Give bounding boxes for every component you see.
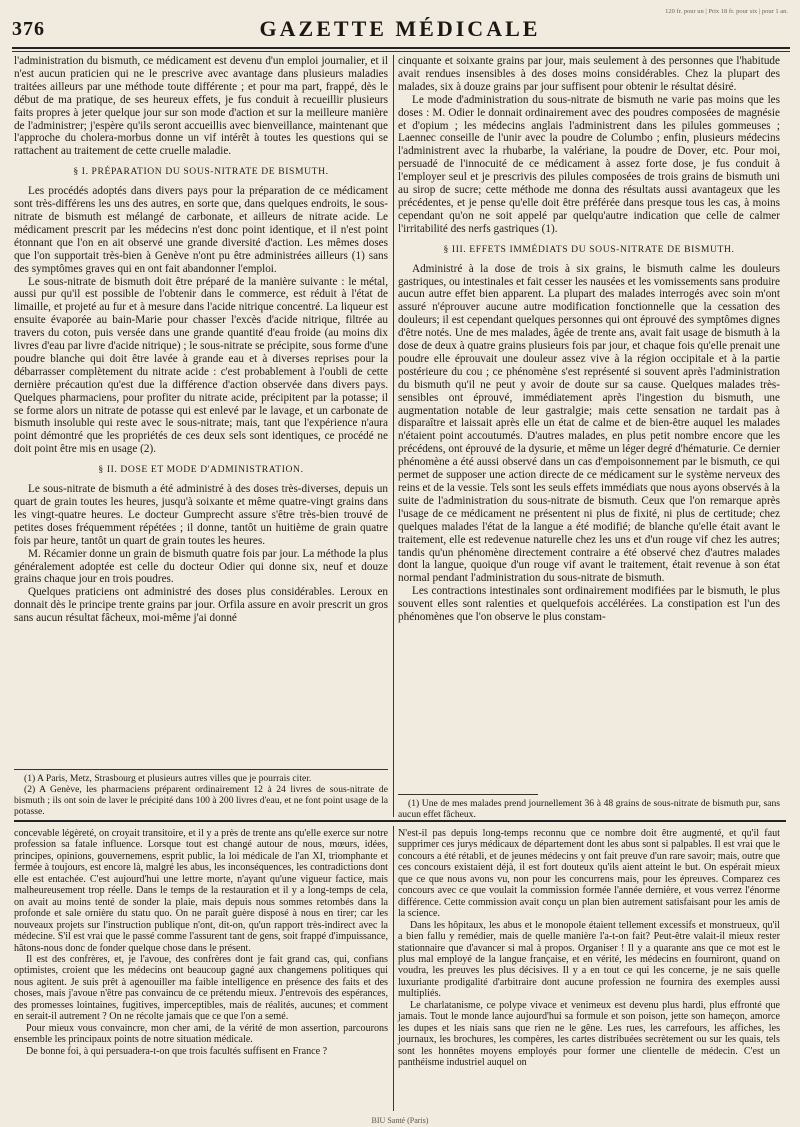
right-paragraph-1: cinquante et soixante grains par jour, mais seulement à des personnes que l'habitude avait rendues insensibles à des doses moins considérables. Chez la plupart des malades, six à douze grains par jour suffisent pour obtenir le résultat désiré. [398, 55, 780, 93]
right-footnote-rule [398, 794, 538, 795]
lower-right-paragraph-3: Le charlatanisme, ce polype vivace et venimeux est devenu plus hardi, plus effronté que jamais. Tout le monde lance aujourd'hui sa formule et son poison, jette son hameçon, amorce les dupes et les niais sans que rien ne le gêne. Les rues, les carrefours, les affiches, les journaux, les brochures, les compères, les cartes distribuées secrètement ou sur les quais, tels sont les honnêtes moyens employés pour former une clientelle de médecin. C'est un panthéisme industriel auquel on [398, 999, 780, 1069]
section-1-paragraph-1: Les procédés adoptés dans divers pays pour la préparation de ce médicament sont très-différens les uns des autres, en sorte que, dans quelques endroits, le sous-nitrate de bismuth est mélangé de carbonate, et ailleurs de nitrate acide. Le médicament prescrit par les médecins n'est donc point identique, et il n'est point étonnant que l'on en ait observé une grande diversité d'action. Les mêmes doses que l'on supportait très-bien à Genève n'ont pu être administrées ailleurs (1) sans des symptômes graves qui en ont fait abandonner l'emploi. [14, 185, 388, 275]
column-divider [393, 55, 394, 817]
section-1-title: § I. PRÉPARATION DU SOUS-NITRATE DE BISMUTH. [73, 166, 329, 178]
lower-right-paragraph-1: N'est-il pas depuis long-temps reconnu que ce nombre doit être augmenté, et qu'il faut supprimer ces jurys médicaux de département dont les abus sont si palpables. Il est vrai que le concours a été rétabli, et de jeunes médecins y ont fait preuve d'un rare savoir; mais, outre que ces concours existaient déjà, il est fort douteux qu'ils aient atteint le but. On espérait mieux que ce que nous avons vu, non pour les concurrens mais, pour les épreuves. Comparez ces concours avec ce que voulait la commission formée l'année dernière, et vous verrez l'énorme différence. Cette commission avait conçu un plan bien autrement satisfaisant pour les amis de la science. [398, 828, 780, 920]
masthead-title: GAZETTE MÉDICALE [259, 16, 541, 41]
section-3-paragraph-2: Les contractions intestinales sont ordinairement modifiées par le bismuth, le plus souvent elles sont ralenties et quelquefois accélérées. La constipation est l'un des phénomènes que l'on observe le plus constam- [398, 585, 780, 624]
section-3-paragraph-1: Administré à la dose de trois à six grains, le bismuth calme les douleurs gastriques, ou intestinales et fait cesser les nausées et les vomissements sans produire aucun autre effet bien apparent. La plupart des malades interrogés avec soin m'ont assuré n'éprouver aucune autre modification fonctionnelle que la cessation des douleurs; il est cependant quelques personnes qui ont éprouvé des symptômes dignes d'être notés. Une de mes malades, âgée de trente ans, avait fait usage de bismuth à la dose de deux à quatre grains plusieurs fois par jour, et chaque fois qu'elle prenait une poudre elle éprouvait une douleur assez vive à la région occipitale et à la partie postérieure du cou ; ce phénomène s'est représenté si souvent après l'administration du bismuth qu'il ne peut y avoir de doute sur sa cause. Quelques malades très-sensibles ont éprouvé, immédiatement après l'ingestion du bismuth, une augmentation notable de leur gastralgie; mais cette sensation ne tardait pas à disparaître et laissait après elle un état de calme et de bien-être auquel les malades n'étaient point accoutumés. D'autres malades, en plus petit nombre encore que les précédens, ont éprouvé de la dysurie, et même un léger degré d'hématurie. Ce dernier phénomène a été aussi observé dans un cas d'empoisonnement par le bismuth, ce qui permet de supposer une action directe de ce médicament sur le système nerveux des reins et de la vessie. Tels sont les seuls effets immédiats que nous ayons observés à la suite de l'administration du sous-nitrate de bismuth. Ceux que l'on remarque après l'usage de ce médicament ne présentent ni plus de fixité, ni plus de certitude; chez quelques malades l'état de la langue a été modifié; de blanche qu'elle était avant le traitement, elle est redevenue naturelle chez les uns et d'un rouge vif chez les autres; tandis qu'un phénomène directement contraire a été observé chez d'autres malades dont la langue, quoique d'un rouge vif avant le traitement, était revenue à son état normal pendant l'administration du sous-nitrate de bismuth. [398, 262, 780, 585]
lower-right-column [398, 828, 780, 1069]
page-footer: BIU Santé (Paris) [371, 1116, 429, 1125]
header-rule-thin [12, 51, 790, 52]
section-2-title: § II. DOSE ET MODE D'ADMINISTRATION. [98, 464, 304, 476]
page-number: 376 [12, 18, 45, 40]
section-1-paragraph-2: Le sous-nitrate de bismuth doit être préparé de la manière suivante : le métal, aussi pur qu'il est possible de l'obtenir dans le commerce, est réduit à l'état de limaille, et projeté au fur et à mesure dans l'acide nitrique concentré. La liqueur est ensuite évaporée au bain-Marie pour chasser l'excès d'acide nitrique, filtrée au travers du coton, puis versée dans une grande quantité d'eau froide (au moins dix livres d'eau par livre d'acide nitrique) ; le sous-nitrate se précipite, sous forme d'une poudre blanche qui doit être lavée à grande eau et à diverses reprises pour la débarrasser complètement du nitrate acide : c'est probablement à l'oubli de cette dernière précaution qu'est due la différence d'action observée dans divers pays. Quelques pharmaciens, pour profiter du nitrate acide, précipitent par la potasse; il se forme alors un nitrate de potasse qui est enlevé par le lavage, et un carbonate de bismuth insoluble qui reste avec le sous-nitrate; mais, tant que l'expérience n'aura point démontré que les propriétés de ces deux sels sont identiques, ce procédé ne doit point être mis en usage (2). [14, 275, 388, 456]
left-footnote-2: (2) A Genève, les pharmaciens préparent ordinairement 12 à 24 livres de sous-nitrate de bismuth ; ils ont soin de laver le précipité dans 100 à 200 livres d'eau, et ne font point usage de la potasse. [14, 784, 388, 817]
right-footnotes [398, 798, 780, 820]
lower-right-paragraph-2: Dans les hôpitaux, les abus et le monopole étaient tellement excessifs et monstrueux, qu'il a bien fallu y remédier, mais de quelle manière l'a-t-on fait? Peut-être valait-il mieux rester stationnaire que d'avancer si mal à propos. Organiser ! Il y a quarante ans que ce mot est le plus mal employé de la langue française, et en vérité, les médecins en fourniront, quand on voudra, les preuves les plus décisives. Il y a en tout ce qui les concerne, je ne sais quelle luxuriante prodigalité d'arbitraire dont aucune profession ne fournira des exemples aussi multipliés. [398, 919, 780, 1000]
lower-left-paragraph-4: De bonne foi, à qui persuadera-t-on que trois facultés suffisent en France ? [26, 1045, 328, 1057]
left-column [14, 55, 388, 625]
left-footnote-1: (1) A Paris, Metz, Strasbourg et plusieurs autres villes que je pourrais citer. [24, 773, 312, 784]
lower-left-paragraph-3: Pour mieux vous convaincre, mon cher ami, de la vérité de mon assertion, parcourons ensemble les principaux points de notre situation médicale. [14, 1022, 388, 1046]
page-header [8, 8, 792, 46]
section-2-paragraph-1: Le sous-nitrate de bismuth a été administré à des doses très-diverses, depuis un quart de grain toutes les heures, jusqu'à soixante et même quatre-vingt grains dans les vingt-quatre heures. Le docteur Gumprecht assure s'être très-bien trouvé de petites doses fréquemment répétées ; il donne, tantôt un huitième de grain quatre fois par heure, tantôt un quart de grain toutes les heures. [14, 483, 388, 547]
corner-stub: 120 fr. pour un | Prix 18 fr. pour six | pour 1 an. [665, 8, 788, 15]
header-rule [12, 47, 790, 49]
section-2-paragraph-3: Quelques praticiens ont administré des doses plus considérables. Leroux en donnait dès le principe trente grains par jour. Orfila assure en avoir prescrit un gros sans aucun résultat fâcheux, moi-même j'ai donné [14, 586, 388, 625]
right-paragraph-2: Le mode d'administration du sous-nitrate de bismuth ne varie pas moins que les doses : M. Odier le donnait ordinairement avec des poudres composées de magnésie et d'opium ; les médecins anglais l'administrent dans les pilules gommeuses ; Laennec conseille de l'unir avec la poudre de Columbo ; enfin, plusieurs médecins l'administrent avec la rhubarbe, la valériane, la poudre de Dover, etc. Pour moi, persuadé de l'innocuité de ce médicament à assez forte dose, je fus conduit à l'employer seul et je prescrivis des pilules composées de trois grains de bismuth uni au sirop de sucre; cette méthode me donna des résultats aussi avantageux que les précédentes, et je pense qu'elle doit être préférée dans presque tous les cas, à moins cependant qu'on ne soit appelé par quelqu'autre indication que celle de calmer l'irritabilité des nerfs gastriques (1). [398, 93, 780, 235]
lower-column-divider [393, 826, 394, 1111]
right-footnote-1: (1) Une de mes malades prend journellement 36 à 48 grains de sous-nitrate de bismuth pur, sans aucun effet fâcheux. [398, 798, 780, 820]
lower-left-paragraph-1: concevable légèreté, on croyait transitoire, et il y a près de trente ans qu'elle exerce sur notre profession sa fatale influence. Lorsque tout est changé autour de nous, mœurs, idées, principes, opinions, gouvernemens, esprit public, la loi médicale de l'an XI, triomphante et fermée à toujours, est encore là, malgré les abus, les inconséquences, les contradictions dont elle est entachée. C'est aujourd'hui une lettre morte, n'ayant qu'une vigueur factice, mais malheureusement trop réelle. Dans le temps de la restauration et il y a long-temps de cela, on avait au moins tenté de sonder la plaie, mais depuis nous sommes retombés dans la profonde et sale ornière du statu quo. On ne paraît guère disposé à nous en tirer; car les nouveaux projets sur l'instruction publique n'ont, dit-on, qu'un rapport très-indirect avec la médecine. S'il est vrai que le passé comme l'assurent tant de gens, soit frappé d'impuissance, hâtons-nous donc de fonder quelque chose dans le présent. [14, 828, 388, 954]
section-2-paragraph-2: M. Récamier donne un grain de bismuth quatre fois par jour. La méthode la plus généralement adoptée est celle du docteur Odier qui donne six, neuf et douze grains chaque jour en trois poudres. [14, 547, 388, 586]
left-footnotes [14, 773, 388, 817]
lower-left-column [14, 828, 388, 1057]
feuilleton-rule [14, 820, 786, 822]
section-3-title: § III. EFFETS IMMÉDIATS DU SOUS-NITRATE DE BISMUTH. [443, 243, 735, 255]
left-intro-paragraph: l'administration du bismuth, ce médicament est devenu d'un emploi journalier, et il n'est aucun praticien qui ne le prescrive avec avantage dans plusieurs maladies traitées ailleurs par une méthode toute différente ; et pour ma part, frappé, dès le début de ma pratique, de ses heureux effets, je fus conduit à recueillir plusieurs faits propres à jeter quelque jour sur son mode d'action et sur la meilleure manière de l'administrer; j'espère qu'ils seront accueillis avec bienveillance, maintenant que l'approche du cholera-morbus donne un vif intérêt à toutes les questions qui se rattachent au traitement de cette cruelle maladie. [14, 55, 388, 158]
left-footnote-rule [14, 769, 388, 770]
right-column [398, 55, 780, 624]
lower-left-paragraph-2: Il est des confrères, et, je l'avoue, des confrères dont je fait grand cas, qui, confians optimistes, croient que les médecins ont beaucoup gagné aux changemens politiques qui nous agitent. Je suis prêt à agenouiller ma faible intelligence en présence des faits et des choses, mais j'avoue n'être pas convaincu de ce prétendu mieux. J'entrevois des espérances, des promesses lointaines, fugitives, imperceptibles, mais de réalités, aucunes; et comment en serait-il autrement ? On ne récolte jamais que ce que l'on a semé. [14, 953, 388, 1023]
